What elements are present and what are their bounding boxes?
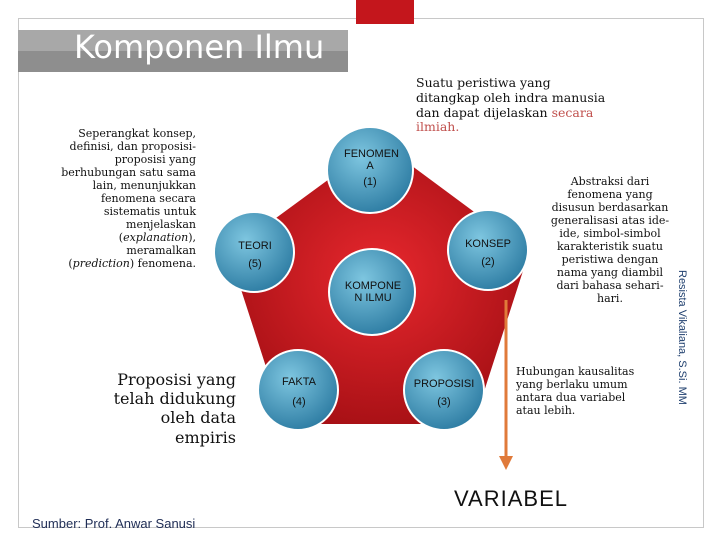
fakta-number: (4): [292, 396, 306, 408]
konsep-def-line: ide, simbol-simbol: [559, 226, 661, 240]
fenomena-def-line: ditangkap oleh indra manusia: [416, 89, 606, 105]
proposisi-def-line: atau lebih.: [516, 403, 576, 417]
variabel-arrow-head: [499, 456, 513, 470]
proposisi-definition: [516, 366, 656, 418]
fenomena-number: (1): [363, 176, 377, 189]
fakta-def-line: oleh data: [160, 408, 236, 428]
konsep-def-line: Abstraksi dari: [570, 175, 650, 188]
konsep-def-line: disusun berdasarkan: [551, 200, 669, 214]
teori-def-line: meramalkan: [126, 243, 196, 257]
teori-def-line: menjelaskan: [126, 217, 196, 231]
fenomena-definition: [416, 76, 656, 135]
explanation-term: explanation: [123, 230, 189, 244]
fakta-def-line: empiris: [175, 427, 236, 447]
proposisi-label-block: [406, 378, 482, 408]
fenomena-label-block: [335, 148, 405, 188]
konsep-def-line: hari.: [597, 291, 623, 305]
author-credit: Resista Vikaliana, S.Si. MM: [676, 270, 688, 405]
fakta-def-line: telah didukung: [113, 389, 236, 409]
fenomena-def-line: dan dapat dijelaskan secara: [416, 104, 594, 120]
fakta-definition: [92, 370, 236, 447]
fenomena-label: FENOMEN A: [344, 148, 399, 173]
proposisi-def-line: yang berlaku umum: [516, 377, 628, 391]
konsep-label: KONSEP: [465, 238, 511, 250]
konsep-def-line: generalisasi atas ide-: [550, 213, 670, 227]
fakta-label: FAKTA: [281, 376, 317, 388]
konsep-label-block: [453, 238, 523, 268]
center-label-block: [338, 280, 408, 304]
teori-definition: [16, 128, 196, 271]
teori-number: (5): [248, 258, 262, 270]
proposisi-def-line: Hubungan kausalitas: [516, 365, 635, 378]
secara-accent: secara: [551, 104, 594, 120]
teori-def-line: berhubungan satu sama: [61, 165, 196, 179]
teori-def-line: lain, menunjukkan: [92, 178, 196, 192]
fenomena-def-line: Suatu peristiwa yang: [416, 75, 551, 90]
proposisi-label: PROPOSISI: [413, 378, 475, 390]
teori-def-line: sistematis untuk: [103, 204, 196, 218]
variabel-label: VARIABEL: [454, 486, 568, 511]
fakta-label-block: [264, 376, 334, 408]
teori-def-line: definisi, dan proposisi-: [69, 139, 196, 153]
teori-def-line: proposisi yang: [114, 152, 196, 166]
slide-title: Komponen Ilmu: [74, 28, 325, 66]
center-label: KOMPONE N ILMU: [344, 280, 402, 305]
proposisi-number: (3): [437, 396, 451, 408]
konsep-def-line: fenomena yang: [567, 187, 653, 201]
konsep-number: (2): [481, 256, 495, 268]
konsep-def-line: nama yang diambil: [556, 265, 664, 279]
konsep-definition: [536, 176, 684, 306]
proposisi-def-line: antara dua variabel: [516, 390, 626, 404]
prediction-term: prediction: [72, 256, 130, 270]
fakta-def-line: Proposisi yang: [117, 370, 236, 389]
konsep-def-line: dari bahasa sehari-: [556, 278, 664, 292]
fenomena-def-line: ilmiah.: [416, 119, 460, 135]
source-credit: Sumber: Prof. Anwar Sanusi: [32, 516, 196, 531]
teori-def-line: (prediction) fenomena.: [68, 256, 196, 270]
teori-label-block: [220, 240, 290, 270]
teori-def-line: fenomena secara: [100, 191, 196, 205]
teori-label: TEORI: [238, 240, 272, 252]
teori-def-line: (explanation),: [118, 230, 196, 244]
teori-def-line: Seperangkat konsep,: [78, 127, 196, 140]
konsep-def-line: karakteristik suatu: [557, 239, 663, 253]
konsep-def-line: peristiwa dengan: [561, 252, 659, 266]
